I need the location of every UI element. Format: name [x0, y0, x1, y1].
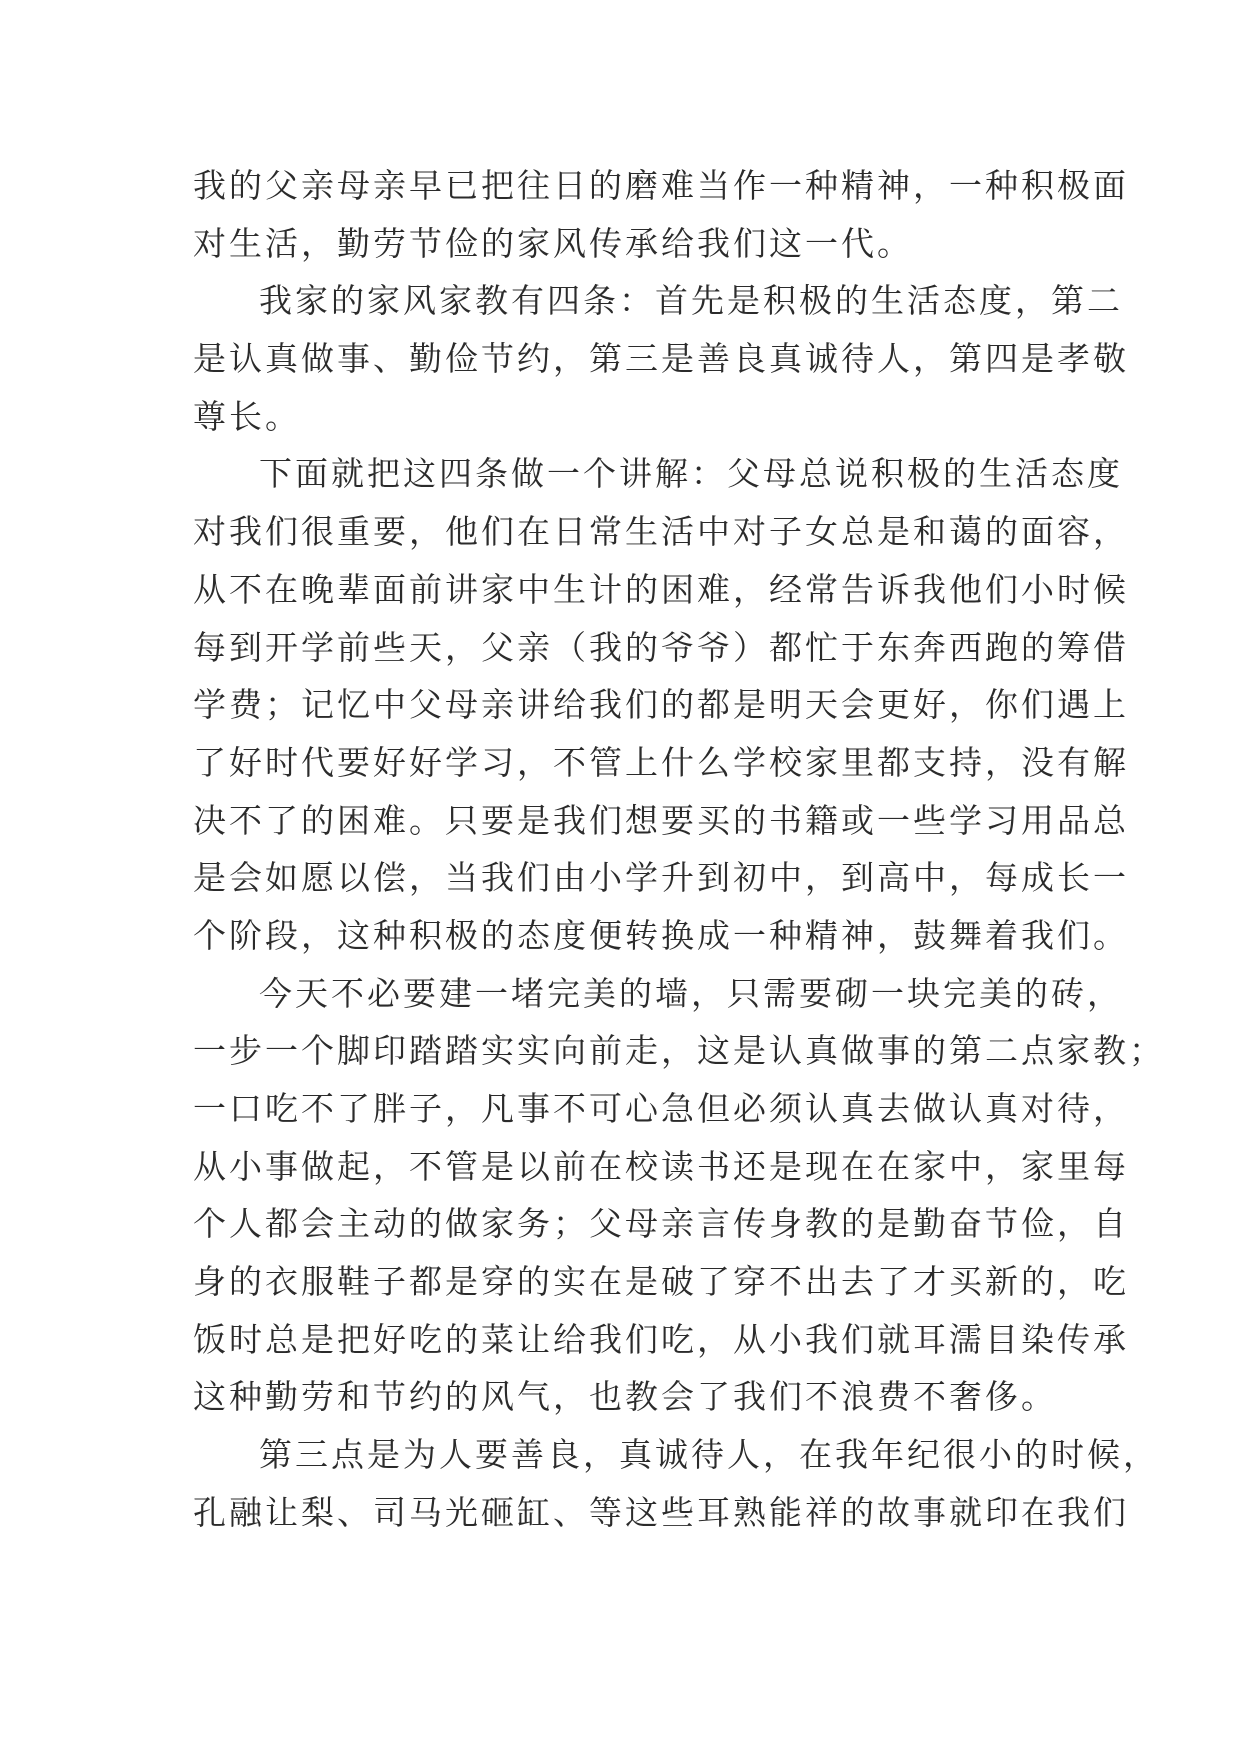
text-line: 个阶段，这种积极的态度便转换成一种精神，鼓舞着我们。: [193, 915, 1129, 955]
text-line: 对生活，勤劳节俭的家风传承给我们这一代。: [193, 223, 913, 263]
text-line: 从小事做起，不管是以前在校读书还是现在在家中，家里每: [193, 1146, 1129, 1186]
text-line: 一口吃不了胖子，凡事不可心急但必须认真去做认真对待，: [193, 1089, 1129, 1128]
text-line: 决不了的困难。只要是我们想要买的书籍或一些学习用品总: [193, 800, 1129, 840]
text-line: 今天不必要建一堵完美的墙，只需要砌一块完美的砖，: [259, 973, 1123, 1013]
document-body: [193, 157, 1165, 1542]
text-line: 是认真做事、勤俭节约，第三是善良真诚待人，第四是孝敬: [193, 339, 1129, 379]
text-line: 个人都会主动的做家务；父母亲言传身教的是勤奋节俭，自: [193, 1204, 1129, 1244]
text-line: 我的父亲母亲早已把往日的磨难当作一种精神，一种积极面: [193, 166, 1129, 205]
text-line: 下面就把这四条做一个讲解：父母总说积极的生活态度: [259, 454, 1123, 494]
text-line: 饭时总是把好吃的菜让给我们吃，从小我们就耳濡目染传承: [193, 1319, 1129, 1359]
text-line: 孔融让梨、司马光砸缸、等这些耳熟能祥的故事就印在我们: [193, 1492, 1129, 1532]
text-line: 对我们很重要，他们在日常生活中对子女总是和蔼的面容，: [193, 512, 1129, 552]
text-line: 这种勤劳和节约的风气，也教会了我们不浪费不奢侈。: [193, 1377, 1057, 1417]
text-line: 是会如愿以偿，当我们由小学升到初中，到高中，每成长一: [193, 858, 1129, 898]
text-line: 每到开学前些天，父亲（我的爷爷）都忙于东奔西跑的筹借: [193, 627, 1129, 667]
text-line: 一步一个脚印踏踏实实向前走，这是认真做事的第二点家教；: [193, 1031, 1165, 1071]
text-line: 从不在晚辈面前讲家中生计的困难，经常告诉我他们小时候: [193, 569, 1129, 609]
text-line: 我家的家风家教有四条：首先是积极的生活态度，第二: [259, 281, 1123, 321]
text-line: 身的衣服鞋子都是穿的实在是破了穿不出去了才买新的，吃: [193, 1262, 1129, 1302]
text-line: 了好时代要好好学习，不管上什么学校家里都支持，没有解: [193, 742, 1129, 782]
text-line: 学费；记忆中父母亲讲给我们的都是明天会更好，你们遇上: [193, 685, 1129, 725]
text-line: 第三点是为人要善良，真诚待人，在我年纪很小的时候，: [259, 1435, 1159, 1475]
text-line: 尊长。: [193, 396, 301, 436]
